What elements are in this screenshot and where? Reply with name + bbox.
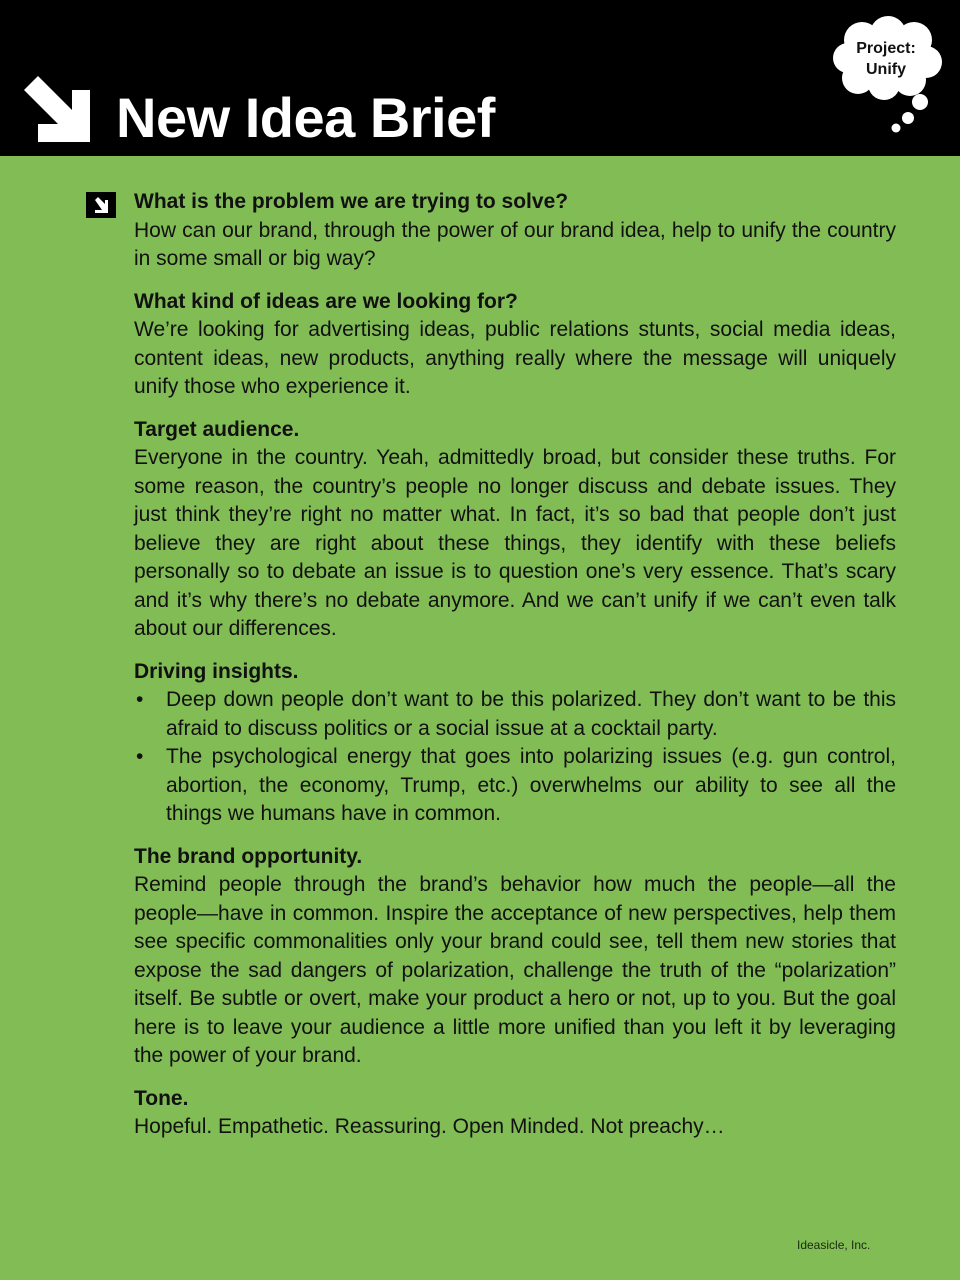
footer-credit: Ideasicle, Inc.	[797, 1238, 871, 1252]
project-badge-label: Project:	[856, 40, 916, 57]
project-badge-name: Unify	[866, 61, 906, 78]
section-ideas	[134, 288, 896, 402]
section-tone	[134, 1085, 896, 1142]
section-body: Remind people through the brand’s behavior how much the people—all the people—have in common. Inspire the acceptance of new perspectives, help them see specific commonalities only your brand could see, tell them new stories that expose the sad dangers of polarization, challenge the truth of the “polarization” itself. Be subtle or overt, make your product a hero or not, up to you. But the goal here is to leave your audience a little more unified than you left it by leveraging the power of your brand.	[134, 873, 896, 1067]
section-body: We’re looking for advertising ideas, public relations stunts, social media ideas, content ideas, new products, anything really where the message will uniquely unify those who experience it.	[134, 318, 896, 398]
section-heading: Driving insights.	[134, 659, 299, 683]
section-brand-opportunity	[134, 843, 896, 1071]
page-title: New Idea Brief	[116, 86, 495, 149]
section-heading: Tone.	[134, 1086, 189, 1110]
arrow-down-right-icon	[24, 76, 90, 142]
section-problem	[134, 188, 896, 274]
section-heading: What is the problem we are trying to solve?	[134, 190, 569, 213]
section-target-audience	[134, 416, 896, 644]
section-body: Everyone in the country. Yeah, admittedly broad, but consider these truths. For some reason, the country’s people no longer discuss and debate issues. They just think they’re right no matter what. In fact, it’s so bad that people don’t just believe they are right about these things, they identify with these beliefs personally so to debate an issue is to question one’s very essence. That’s scary and it’s why there’s no debate anymore. And we can’t unify if we can’t even talk about our differences.	[134, 446, 896, 640]
insights-list	[134, 686, 896, 829]
section-heading: What kind of ideas are we looking for?	[134, 289, 518, 313]
section-heading: Target audience.	[134, 417, 300, 441]
section-body: Hopeful. Empathetic. Reassuring. Open Minded. Not preachy…	[134, 1115, 725, 1138]
arrow-down-right-icon	[86, 192, 116, 218]
list-item: • The psychological energy that goes into polarizing issues (e.g. gun control, abortion, the economy, Trump, etc.) overwhelms our ability to see all the things we humans have in common.	[134, 743, 896, 829]
brief-content	[134, 188, 896, 1156]
header-bar	[0, 0, 960, 156]
list-item: • Deep down people don’t want to be this polarized. They don’t want to be this afraid to discuss politics or a social issue at a cocktail party.	[134, 686, 896, 743]
project-badge	[836, 38, 936, 80]
section-heading: The brand opportunity.	[134, 844, 363, 868]
section-driving-insights	[134, 658, 896, 829]
section-body: How can our brand, through the power of our brand idea, help to unify the country in some small or big way?	[134, 218, 896, 270]
